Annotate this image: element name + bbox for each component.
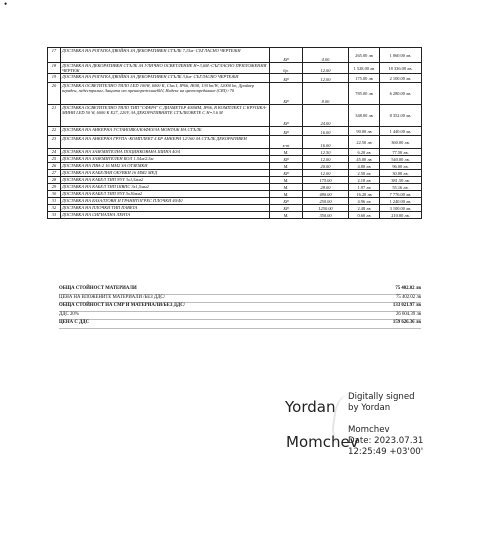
row-unit: М. xyxy=(270,149,303,156)
row-quantity: 4.00 xyxy=(303,48,349,63)
row-unit: БР xyxy=(270,198,303,205)
row-quantity: 20.00 xyxy=(303,163,349,170)
row-description: ДОСТАВКА НА АНКЕРНА ГРУПА -КОМПЛЕКТ 4 БР АНКЕРИ 12/160 ЗА СТЪЛБ ДЕКОРАТИВЕН xyxy=(61,136,270,149)
row-total: 1 440.00 лв. xyxy=(380,127,422,136)
row-unit: БР xyxy=(270,83,303,105)
row-quantity: 8.00 xyxy=(303,83,349,105)
table-row xyxy=(48,163,422,170)
row-number: 28 xyxy=(48,177,61,184)
row-unit-price: 6.20 лв xyxy=(349,149,380,156)
row-unit: БР xyxy=(270,127,303,136)
row-description: ДОСТАВКА НА ЗАЗЕМИТЕЛНА ПОЦИНКОВАНА ШИНА 40/4 xyxy=(61,149,270,156)
summary-label: ОБЩА СТОЙНОСТ МАТЕРИАЛИ xyxy=(59,286,137,291)
row-quantity: 12.00 xyxy=(303,170,349,177)
row-unit-price: 4.80 лв xyxy=(349,163,380,170)
row-total: 77.50 лв. xyxy=(380,149,422,156)
summary-value: 159 626.36 лв xyxy=(392,320,421,326)
row-number: 29 xyxy=(48,184,61,191)
signature-line-4: Date: 2023.07.31 xyxy=(348,436,424,446)
row-description: ДОСТАВКА НА СИГНАЛНА ЛЕНТА xyxy=(61,212,270,219)
row-total: 7 776.00 лв. xyxy=(380,191,422,198)
row-unit: БР xyxy=(270,74,303,83)
row-description: ДОСТАВКА НА РОГАТКА ДВОЙНА ЗА ДЕКОРАТИВЕН СТЪЛБ 3,6м- СЪГЛАСНО ЧЕРТЕЖИ xyxy=(61,74,270,83)
table-row xyxy=(48,127,422,136)
table-row xyxy=(48,48,422,63)
row-unit-price: 2.48 лв xyxy=(349,205,380,212)
row-total: 8 352.00 лв. xyxy=(380,105,422,127)
summary-row xyxy=(59,303,421,312)
row-unit-price: 2.50 лв xyxy=(349,170,380,177)
row-unit-price: 2.18 лв xyxy=(349,177,380,184)
row-description: ДОСТАВКА ОСВЕТИТЕЛНО ТЯЛО ТИП "СФЕРА" С ДИАМЕТЪР 400ММ, IP66, В КОМПЛЕКТ С КРУШКА- МИНИ LED 50 W, 6000 К E27, 220V, ЗА ДЕКОРАТИВНИТЕ СТЪЛБОВЕТЕ С Н=3.6 М xyxy=(61,105,270,127)
row-total: 540.00 лв. xyxy=(380,156,422,163)
row-number: 18 xyxy=(48,63,61,74)
row-number: 17 xyxy=(48,48,61,63)
row-quantity: 1250.00 xyxy=(303,205,349,212)
row-number: 19 xyxy=(48,74,61,83)
row-total: 18 336.00 лв. xyxy=(380,63,422,74)
signer-last-name: Momchev xyxy=(286,433,359,451)
row-total: 1 060.00 лв. xyxy=(380,48,422,63)
summary-block xyxy=(59,286,421,329)
table-row xyxy=(48,156,422,163)
row-unit-price: 45.00 лв xyxy=(349,156,380,163)
row-unit-price: 4.96 лв xyxy=(349,198,380,205)
table-row xyxy=(48,198,422,205)
row-quantity: 24.00 xyxy=(303,105,349,127)
row-unit: М. xyxy=(270,212,303,219)
summary-value: 133 021.97 лв xyxy=(392,303,421,309)
row-unit-price: 348.00 лв xyxy=(349,105,380,127)
row-total: 1 240.00 лв. xyxy=(380,198,422,205)
row-unit-price: 90.00 лв xyxy=(349,127,380,136)
row-description: ДОСТАВКА НА ПВА-2 16 ММ2 ЗА ОТЗЕМКИ xyxy=(61,163,270,170)
row-number: 25 xyxy=(48,156,61,163)
row-number: 22 xyxy=(48,127,61,136)
table-row xyxy=(48,83,422,105)
row-unit: БР xyxy=(270,48,303,63)
row-quantity: 28.00 xyxy=(303,184,349,191)
row-description: ДОСТАВКА НА ДЕКОРАТИВЕН СТЪЛБ ЗА УЛИЧНО ОСВЕТЛЕНИЕ Н=3,6М.-СЪГЛАСНО ПРИЛОЖЕНИЯ ЧЕРТЕЖ xyxy=(61,63,270,74)
table-row xyxy=(48,205,422,212)
summary-value: 75 402.02 лв xyxy=(395,286,421,291)
row-unit: М. xyxy=(270,177,303,184)
summary-label: ОБЩА СТОЙНОСТ НА СМР И МАТЕРИАЛИ/БЕЗ ДДС/ xyxy=(59,303,186,309)
signature-line-1: Digitally signed xyxy=(348,392,415,402)
row-number: 20 xyxy=(48,83,61,105)
row-unit: к-т xyxy=(270,136,303,149)
table-row xyxy=(48,74,422,83)
row-number: 27 xyxy=(48,170,61,177)
row-unit: М. xyxy=(270,184,303,191)
row-description: ДОСТАВКА НА КАБЕЛНИ ОБУВКИ 16 ММ2 МЕД xyxy=(61,170,270,177)
row-unit-price: 265.00 лв xyxy=(349,48,380,63)
row-total: 55.16 лв. xyxy=(380,184,422,191)
row-unit: М. xyxy=(270,163,303,170)
summary-label: ЦЕНА С ДДС xyxy=(59,320,90,326)
row-quantity: 12.00 xyxy=(303,63,349,74)
row-unit: М. xyxy=(270,191,303,198)
row-number: 31 xyxy=(48,198,61,205)
table-row xyxy=(48,136,422,149)
row-total: 360.00 лв. xyxy=(380,136,422,149)
row-unit-price: 1.97 лв xyxy=(349,184,380,191)
row-quantity: 350.00 xyxy=(303,212,349,219)
row-quantity: 250.00 xyxy=(303,198,349,205)
row-unit-price: 785.00 лв xyxy=(349,83,380,105)
row-total: 30.00 лв. xyxy=(380,170,422,177)
row-total: 6 280.00 лв. xyxy=(380,83,422,105)
row-quantity: 12.00 xyxy=(303,74,349,83)
row-unit: БР xyxy=(270,170,303,177)
row-quantity: 12.00 xyxy=(303,156,349,163)
row-quantity: 12.50 xyxy=(303,149,349,156)
summary-value: 75 402.02 лв xyxy=(395,294,421,300)
row-description: ДОСТАВКА НА КАБЕЛ ТИП NYY 3x1,5мм2 xyxy=(61,177,270,184)
row-number: 21 xyxy=(48,105,61,127)
table-row xyxy=(48,63,422,74)
table-row xyxy=(48,212,422,219)
row-description: ДОСТАВКА НА ПЛОЧКИ ТИП ПАВЕТА xyxy=(61,205,270,212)
row-unit-price: 16.20 лв xyxy=(349,191,380,198)
summary-row xyxy=(59,320,421,329)
row-unit: БР xyxy=(270,105,303,127)
row-quantity: 480.00 xyxy=(303,191,349,198)
row-unit: бр. xyxy=(270,63,303,74)
row-quantity: 175.00 xyxy=(303,177,349,184)
table-row xyxy=(48,149,422,156)
table-row xyxy=(48,191,422,198)
summary-row xyxy=(59,286,421,295)
row-quantity: 16.00 xyxy=(303,136,349,149)
row-description: ДОСТАВКА НА АНКЕРНА УСТАНОВКА/КАФЕЗ/ЗА МОНТАЖ НА СТЪЛБ xyxy=(61,127,270,136)
row-total: 381.50 лв. xyxy=(380,177,422,184)
row-number: 32 xyxy=(48,205,61,212)
signature-line-2: by Yordan xyxy=(348,403,391,413)
row-unit-price: 1 528.00 лв xyxy=(349,63,380,74)
summary-row xyxy=(59,312,421,321)
table-row xyxy=(48,177,422,184)
row-unit: БР xyxy=(270,156,303,163)
row-total: 2 100.00 лв. xyxy=(380,74,422,83)
signature-line-3: Momchev xyxy=(348,425,390,435)
summary-label: ДДС 20% xyxy=(59,311,79,317)
summary-label: ЦЕНА НА ВЛОЖЕНИТЕ МАТЕРИАЛИ /БЕЗ ДДС/ xyxy=(59,294,165,300)
row-unit-price: 0.60 лв xyxy=(349,212,380,219)
signer-first-name: Yordan xyxy=(285,398,336,416)
row-number: 26 xyxy=(48,163,61,170)
digital-signature-info xyxy=(348,392,423,458)
row-description: ДОСТАВКА НА БАЗАЛТОВИ И ГРАНИТОГРЕС ПЛОЧКИ 40/40 xyxy=(61,198,270,205)
materials-table xyxy=(47,47,422,219)
row-quantity: 16.00 xyxy=(303,127,349,136)
row-number: 24 xyxy=(48,149,61,156)
row-description: ДОСТАВКА НА ЗАЗЕМИТЕЛЕН КОЛ 1.54м/2.5м xyxy=(61,156,270,163)
row-total: 3 100.00 лв. xyxy=(380,205,422,212)
row-total: 210.00 лв. xyxy=(380,212,422,219)
row-number: 30 xyxy=(48,191,61,198)
row-unit-price: 22.50 лв xyxy=(349,136,380,149)
row-unit: БР xyxy=(270,205,303,212)
table-row xyxy=(48,105,422,127)
row-description: ДОСТАВКА НА КАБЕЛ ТИП NYY 5х10мм2 xyxy=(61,191,270,198)
summary-row xyxy=(59,295,421,304)
corner-mark: • xyxy=(4,0,8,9)
row-description: ДОСТАВКА НА РОГАТКА ДВОЙНА ЗА ДЕКОРАТИВЕН СТЪЛБ 7,15м- СЪГЛАСНО ЧЕРТЕЖИ xyxy=(61,48,270,63)
row-number: 33 xyxy=(48,212,61,219)
summary-value: 26 604.39 лв xyxy=(395,311,421,317)
row-number: 23 xyxy=(48,136,61,149)
table-row xyxy=(48,170,422,177)
row-total: 96.00 лв. xyxy=(380,163,422,170)
row-description: ДОСТАВКА НА КАБЕЛ ТИП ШВПС 3х1,5мм2 xyxy=(61,184,270,191)
signature-line-5: 12:25:49 +03'00' xyxy=(348,447,424,457)
table-row xyxy=(48,184,422,191)
row-unit-price: 175.00 лв xyxy=(349,74,380,83)
row-description: ДОСТАВКА ОСВЕТИТЕЛНО ТЯЛО LED 100W, 6000 К, Clas I, IP66, IK08, 130 lm/W, 12000 lm, Драйвер вграден, педестрални, Защита от пренапрежение6kV, Индекс на цветопредаване (CRI)>70 xyxy=(61,83,270,105)
